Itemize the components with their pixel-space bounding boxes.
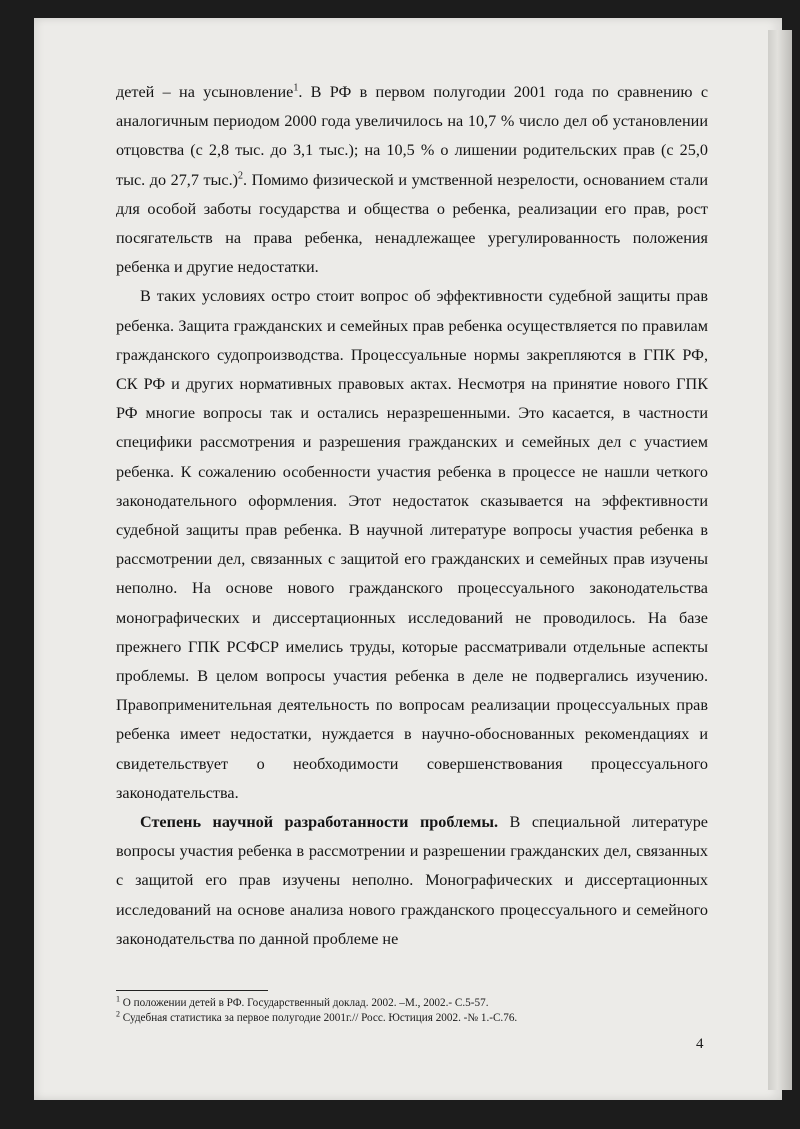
footnote-separator <box>116 990 268 991</box>
text-run: . В РФ в первом полугодии 2001 года по сравнению с аналогичным периодом 2000 года увеличилось на 10,7 % число дел об установлении отцовства (с 2,8 тыс. до 3,1 тыс.); на 10,5 % о лишении родительских прав (с 25,0 тыс. до 27,7 тыс.) <box>116 83 708 189</box>
footnote-text: О положении детей в РФ. Государственный доклад. 2002. –М., 2002.- С.5-57. <box>120 997 489 1009</box>
section-heading: Степень научной разработанности проблемы. <box>140 813 499 832</box>
footnote-number: 1 <box>116 994 120 1004</box>
text-run: . Помимо физической и умственной незрелости, основанием стали для особой заботы государства и общества о ребенка, реализации его прав, рост посягательств на права ребенка, ненадлежащее урегулированность положения ребенка и другие недостатки. <box>116 170 708 277</box>
text-run: В таких условиях остро стоит вопрос об эффективности судебной защиты прав ребенка. Защита гражданских и семейных прав ребенка осуществляется по правилам гражданского судопроизводства. Процессуальные нормы закрепляются в ГПК РФ, СК РФ и других нормативных правовых актах. Несмотря на принятие нового ГПК РФ многие вопросы так и остались неразрешенными. Это касается, в частности специфики рассмотрения и разрешения гражданских и семейных дел с участием ребенка. К сожалению особенности участия ребенка в процессе не нашли четкого законодательного оформления. Этот недостаток сказывается на эффективности судебной защиты прав ребенка. В научной литературе вопросы участия ребенка в рассмотрении дел, связанных с защитой его гражданских и семейных прав изучены неполно. На основе нового гражданского процессуального законодательства монографических и диссертационных исследований не проводилось. На базе прежнего ГПК РСФСР имелись труды, которые рассматривали отдельные аспекты проблемы. В целом вопросы участия ребенка в деле не подвергались изучению. Правоприменительная деятельность по вопросам реализации процессуальных прав ребенка имеет недостатки, нуждается в научно-обоснованных рекомендациях и свидетельствует о необходимости совершенствования процессуального законодательства. <box>116 287 708 802</box>
paragraph <box>116 78 708 282</box>
body-text <box>116 78 708 954</box>
footnote-ref: 1 <box>293 82 299 94</box>
text-run: детей – на усыновление <box>116 83 294 101</box>
footnote <box>116 1011 708 1026</box>
paragraph <box>116 282 708 808</box>
page-edge <box>768 30 792 1090</box>
footnote <box>116 996 708 1011</box>
footnote-ref: 2 <box>238 170 244 182</box>
text-run: В специальной литературе вопросы участия ребенка в рассмотрении и разрешении гражданских дел, связанных с защитой его прав изучены неполно. Монографических и диссертационных исследований на основе анализа нового гражданского процессуального и семейного законодательства по данной проблеме не <box>116 813 708 948</box>
footnote-number: 2 <box>116 1009 120 1019</box>
footnote-text: Судебная статистика за первое полугодие 2001г.// Росс. Юстиция 2002. -№ 1.-С.76. <box>120 1012 518 1024</box>
page-number: 4 <box>696 1036 704 1052</box>
footnotes <box>116 996 708 1026</box>
paragraph <box>116 808 708 954</box>
